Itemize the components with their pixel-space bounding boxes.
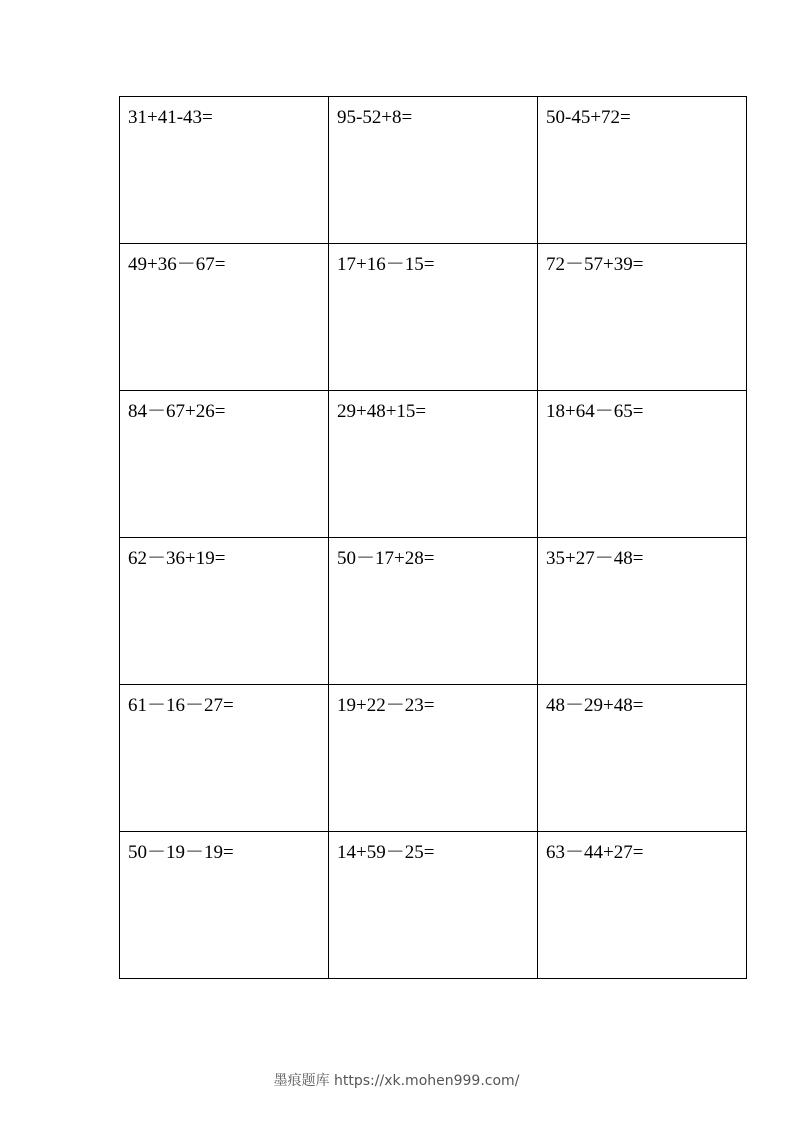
problem-cell: 63－44+27= [538,832,747,979]
problem-cell: 29+48+15= [329,391,538,538]
problem-cell: 49+36－67= [120,244,329,391]
problem-cell: 62－36+19= [120,538,329,685]
problem-cell: 84－67+26= [120,391,329,538]
problem-cell: 18+64－65= [538,391,747,538]
footer-watermark: 墨痕题库 https://xk.mohen999.com/ [273,1073,520,1089]
table-row [120,97,747,244]
table-row [120,538,747,685]
problem-cell: 72－57+39= [538,244,747,391]
problem-cell: 50－19－19= [120,832,329,979]
table-row [120,244,747,391]
problem-cell: 19+22－23= [329,685,538,832]
problem-grid [119,96,747,979]
problem-cell: 61－16－27= [120,685,329,832]
problem-cell: 50－17+28= [329,538,538,685]
problem-cell: 17+16－15= [329,244,538,391]
problem-cell: 35+27－48= [538,538,747,685]
table-row [120,832,747,979]
table-row [120,685,747,832]
problem-cell: 14+59－25= [329,832,538,979]
problem-cell: 31+41-43= [120,97,329,244]
table-row [120,391,747,538]
problem-cell: 95-52+8= [329,97,538,244]
problem-cell: 50-45+72= [538,97,747,244]
problem-cell: 48－29+48= [538,685,747,832]
